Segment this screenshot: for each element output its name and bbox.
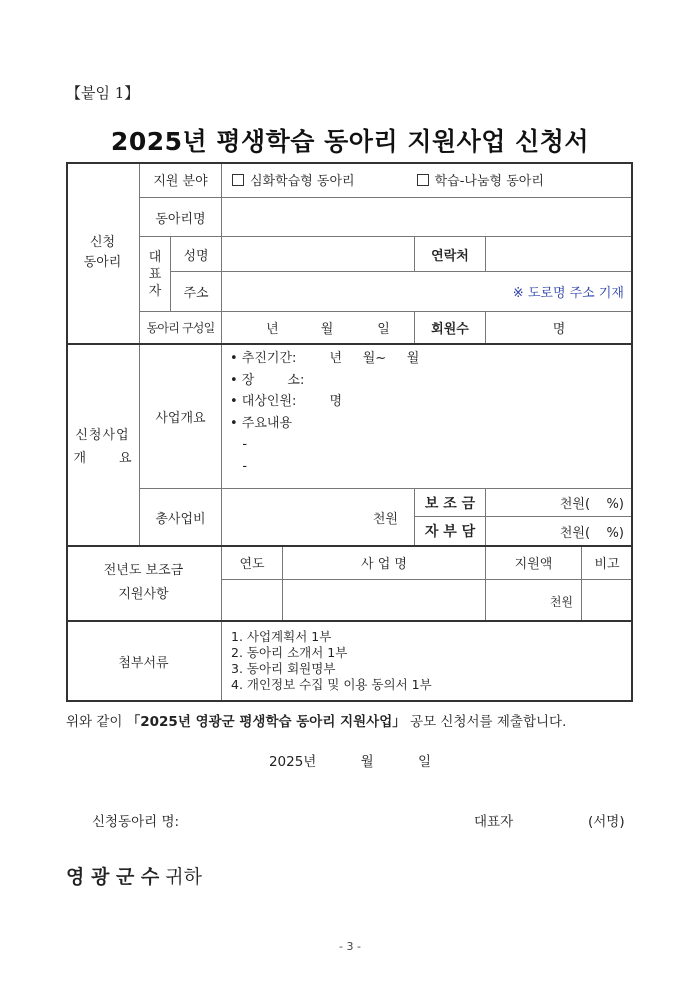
addressee-suffix: 귀하 — [159, 866, 203, 888]
label-char: 개 — [73, 450, 87, 466]
self-burden-label: 자 부 담 — [415, 517, 486, 546]
addressee-title: 영 광 군 수 — [66, 866, 160, 888]
address-note: ※ 도로명 주소 기재 — [512, 286, 624, 301]
section-label — [74, 447, 132, 466]
label-char: 표 — [148, 266, 162, 282]
overview-item: • 대상인원: 명 — [230, 394, 343, 409]
member-count-field[interactable] — [486, 312, 633, 344]
overview-item: • 추진기간: 년 월~ 월 — [230, 351, 420, 366]
date-month: 월 — [360, 754, 374, 770]
statement-prefix: 위와 같이 — [66, 714, 127, 730]
member-count-unit: 명 — [552, 322, 566, 337]
label-char: 요 — [118, 450, 132, 466]
section-divider — [66, 620, 633, 622]
attachment-item: 2. 동아리 소개서 1부 — [231, 645, 348, 660]
attachment-label: 【붙임 1】 — [66, 84, 140, 102]
signature-sign-label: (서명) — [588, 814, 625, 830]
year-unit: 년 — [266, 322, 279, 337]
subsidy-label: 보 조 금 — [415, 489, 486, 517]
name-label: 성명 — [171, 237, 222, 272]
total-cost-label: 총사업비 — [140, 489, 222, 546]
submission-statement — [66, 710, 566, 730]
date-line — [0, 750, 700, 770]
option-intensive[interactable] — [232, 170, 355, 189]
section-label: 신청 — [89, 234, 116, 250]
section-label: 동아리 — [83, 254, 122, 270]
address-field[interactable] — [222, 272, 633, 312]
overview-item: • 주요내용 — [230, 415, 293, 431]
contact-field[interactable] — [486, 237, 633, 272]
option-sharing[interactable] — [417, 170, 544, 189]
overview-label: 사업개요 — [140, 344, 222, 489]
column-header-note: 비고 — [582, 546, 633, 580]
year-field[interactable] — [222, 580, 283, 621]
statement-suffix: 공모 신청서를 제출합니다. — [405, 714, 567, 730]
note-field[interactable] — [582, 580, 633, 621]
page-number: - 3 - — [339, 940, 361, 953]
day-unit: 일 — [377, 322, 390, 337]
overview-item: - — [230, 458, 248, 474]
overview-content[interactable] — [222, 344, 633, 489]
checkbox-icon[interactable] — [232, 174, 244, 186]
section-divider — [66, 545, 633, 547]
self-burden-field[interactable]: 천원( %) — [486, 517, 633, 546]
member-count-label: 회원수 — [415, 312, 486, 344]
signature-club-name-label: 신청동아리 명: — [92, 814, 180, 830]
attachments-list — [222, 621, 633, 702]
subsidy-field[interactable]: 천원( %) — [486, 489, 633, 517]
checkbox-icon[interactable] — [417, 174, 429, 186]
page-title: 2025년 평생학습 동아리 지원사업 신청서 — [110, 127, 590, 156]
attachments-label: 첨부서류 — [66, 621, 222, 702]
attachment-item: 1. 사업계획서 1부 — [231, 629, 332, 644]
contact-label: 연락처 — [415, 237, 486, 272]
overview-item: • 장 소: — [230, 372, 305, 388]
attachment-item: 3. 동아리 회원명부 — [231, 661, 336, 676]
project-name-field[interactable] — [283, 580, 486, 621]
total-cost-field[interactable] — [222, 489, 415, 546]
statement-program-name: 「2025년 영광군 평생학습 동아리 지원사업」 — [126, 714, 406, 730]
label-char: 자 — [148, 283, 162, 299]
total-cost-unit: 천원 — [372, 511, 398, 527]
amount-field[interactable]: 천원 — [486, 580, 582, 621]
support-field-label: 지원 분야 — [140, 162, 222, 198]
option-label: 학습-나눔형 동아리 — [434, 174, 544, 189]
date-year: 2025년 — [268, 754, 317, 770]
section-label: 신청사업 — [75, 427, 130, 443]
section-project-overview — [66, 344, 140, 546]
representative-label — [140, 237, 171, 312]
date-day: 일 — [418, 754, 432, 770]
option-label: 심화학습형 동아리 — [250, 174, 355, 189]
section-previous-subsidy — [66, 546, 222, 621]
column-header-project-name: 사 업 명 — [283, 546, 486, 580]
section-label: 전년도 보조금 — [103, 563, 184, 578]
formation-date-label: 동아리 구성일 — [140, 312, 222, 344]
addressee — [66, 862, 202, 889]
club-name-field[interactable] — [222, 198, 633, 237]
section-divider — [66, 343, 633, 345]
column-header-year: 연도 — [222, 546, 283, 580]
section-applicant-club — [66, 162, 140, 344]
support-field-options — [222, 162, 633, 198]
overview-item: - — [230, 437, 248, 452]
label-char: 대 — [148, 249, 162, 265]
address-label: 주소 — [171, 272, 222, 312]
name-field[interactable] — [222, 237, 415, 272]
month-unit: 월 — [320, 322, 334, 337]
section-label: 지원사항 — [118, 587, 169, 602]
column-header-amount: 지원액 — [486, 546, 582, 580]
formation-date-field[interactable] — [222, 312, 415, 344]
attachment-item: 4. 개인정보 수집 및 이용 동의서 1부 — [231, 677, 432, 692]
signature-representative-label: 대표자 — [474, 814, 514, 830]
club-name-label: 동아리명 — [140, 198, 222, 237]
